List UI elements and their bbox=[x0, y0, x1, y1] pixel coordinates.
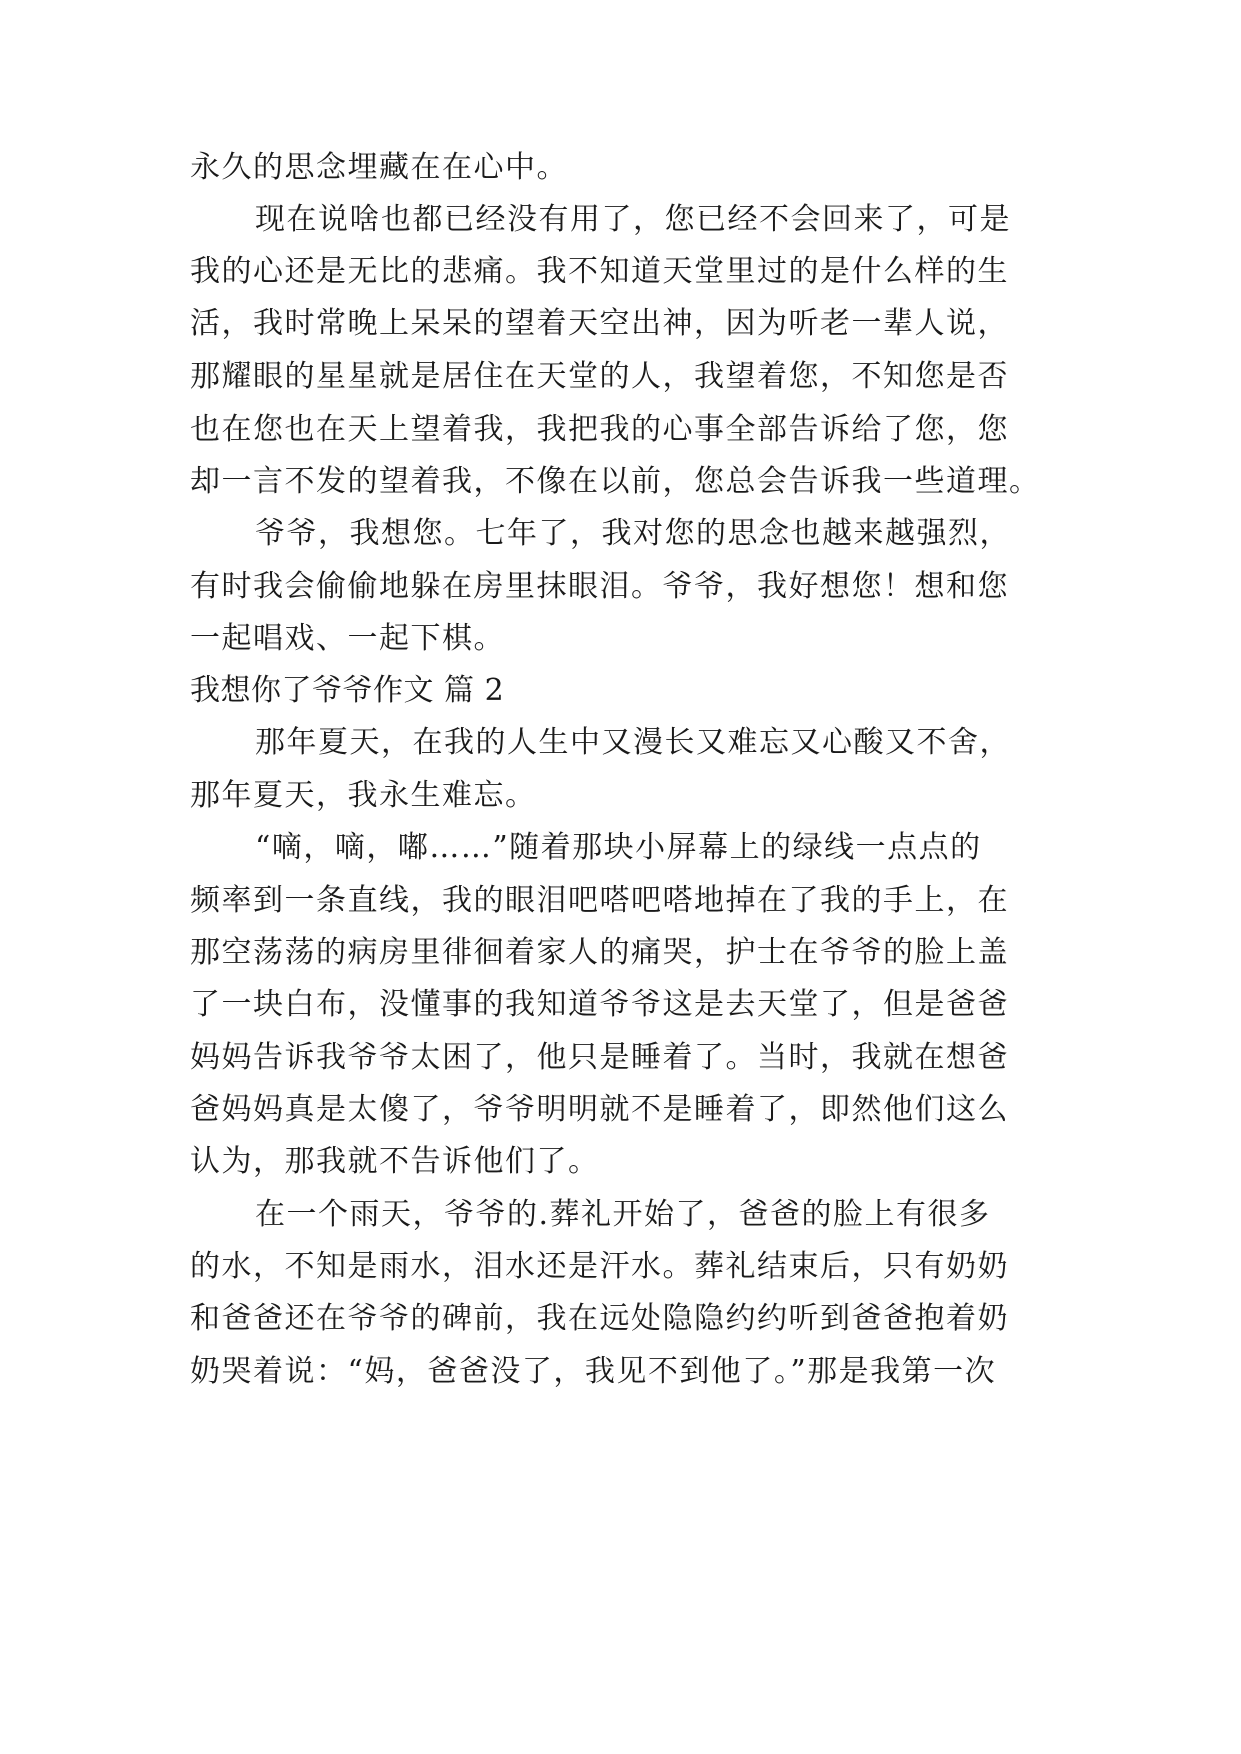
text-line: 永久的思念埋藏在在心中。 bbox=[190, 150, 568, 185]
paragraph-start-line: 在一个雨天，爷爷的.葬礼开始了，爸爸的脸上有很多 bbox=[255, 1197, 991, 1232]
text-line: 妈妈告诉我爷爷太困了，他只是睡着了。当时，我就在想爸 bbox=[190, 1040, 1009, 1075]
text-line: 那空荡荡的病房里徘徊着家人的痛哭，护士在爷爷的脸上盖 bbox=[190, 935, 1009, 970]
text-line: 了一块白布，没懂事的我知道爷爷这是去天堂了，但是爸爸 bbox=[190, 987, 1009, 1022]
text-line: 活，我时常晚上呆呆的望着天空出神，因为听老一辈人说， bbox=[190, 306, 1009, 341]
text-line: 也在您也在天上望着我，我把我的心事全部告诉给了您，您 bbox=[190, 412, 1009, 447]
text-line: 我的心还是无比的悲痛。我不知道天堂里过的是什么样的生 bbox=[190, 254, 1009, 289]
text-line: 频率到一条直线，我的眼泪吧嗒吧嗒地掉在了我的手上，在 bbox=[190, 883, 1009, 918]
text-line: 那耀眼的星星就是居住在天堂的人，我望着您，不知您是否 bbox=[190, 359, 1009, 394]
text-line: 和爸爸还在爷爷的碑前，我在远处隐隐约约听到爸爸抱着奶 bbox=[190, 1301, 1009, 1336]
text-line: 却一言不发的望着我，不像在以前，您总会告诉我一些道理。 bbox=[190, 464, 1041, 499]
text-line: 认为，那我就不告诉他们了。 bbox=[190, 1144, 600, 1179]
text-line: 爸妈妈真是太傻了，爷爷明明就不是睡着了，即然他们这么 bbox=[190, 1092, 1009, 1127]
text-line: 有时我会偷偷地躲在房里抹眼泪。爷爷，我好想您！想和您 bbox=[190, 569, 1009, 604]
text-line: 的水，不知是雨水，泪水还是汗水。葬礼结束后，只有奶奶 bbox=[190, 1249, 1009, 1284]
paragraph-start-line: “嘀，嘀，嘟……”随着那块小屏幕上的绿线一点点的 bbox=[255, 830, 982, 865]
section-heading: 我想你了爷爷作文 篇 2 bbox=[190, 673, 505, 708]
text-line: 奶哭着说：“妈，爸爸没了，我见不到他了。”那是我第一次 bbox=[190, 1354, 997, 1389]
text-line: 一起唱戏、一起下棋。 bbox=[190, 621, 505, 656]
paragraph-start-line: 爷爷，我想您。七年了，我对您的思念也越来越强烈， bbox=[255, 516, 1011, 551]
text-line: 那年夏天，我永生难忘。 bbox=[190, 778, 537, 813]
paragraph-start-line: 现在说啥也都已经没有用了，您已经不会回来了，可是 bbox=[255, 202, 1011, 237]
paragraph-start-line: 那年夏天，在我的人生中又漫长又难忘又心酸又不舍， bbox=[255, 725, 1011, 760]
